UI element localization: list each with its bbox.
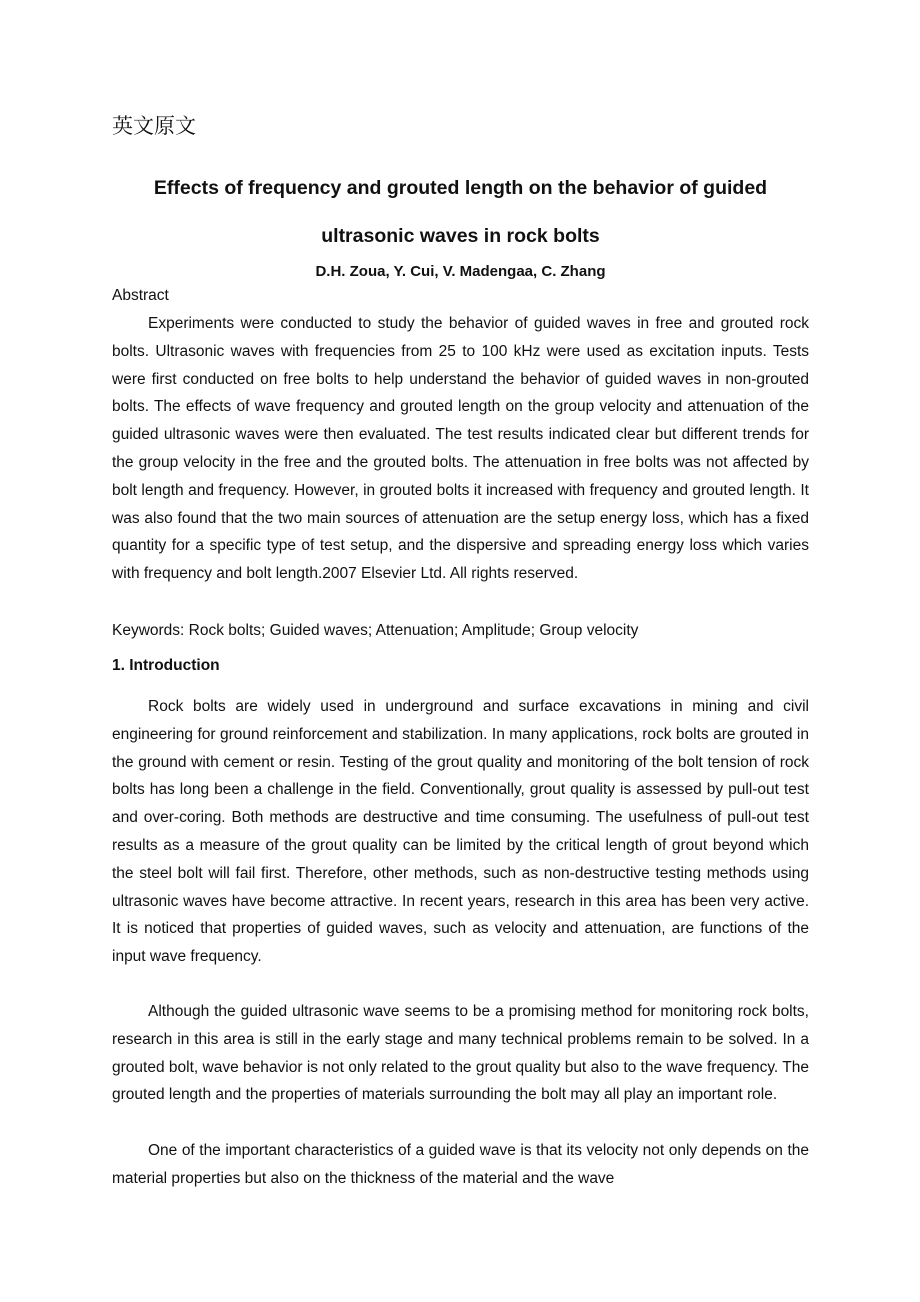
abstract-text: Experiments were conducted to study the behavior of guided waves in free and grouted rock bolts. Ultrasonic waves with frequencies from 25 to 100 kHz were used as excitation inputs. Tests were first conducted on free bolts to help understand the behavior of guided waves in non-grouted bolts. The effects of wave frequency and grouted length on the group velocity and attenuation of the guided ultrasonic waves were then evaluated. The test results indicated clear but different trends for the group velocity in the free and the grouted bolts. The attenuation in free bolts was not affected by bolt length and frequency. However, in grouted bolts it increased with frequency and grouted length. It was also found that the two main sources of attenuation are the setup energy loss, which has a fixed quantity for a specific type of test setup, and the dispersive and spreading energy loss which varies with frequency and bolt length.2007 Elsevier Ltd. All rights reserved. — [112, 315, 809, 583]
chinese-heading: 英文原文 — [112, 114, 196, 138]
paper-title-line-2: ultrasonic waves in rock bolts — [321, 225, 600, 247]
introduction-paragraph-3: One of the important characteristics of a guided wave is that its velocity not only depends on the material properties but also on the thickness of the material and the wave — [112, 1142, 809, 1187]
abstract-label: Abstract — [112, 287, 169, 304]
paper-title-line-1: Effects of frequency and grouted length on the behavior of guided — [153, 177, 768, 199]
keywords-line: Keywords: Rock bolts; Guided waves; Attenuation; Amplitude; Group velocity — [112, 622, 639, 639]
section-heading-introduction: 1. Introduction — [112, 657, 220, 674]
introduction-paragraph-2: Although the guided ultrasonic wave seems to be a promising method for monitoring rock bolts, research in this area is still in the early stage and many technical problems remain to be solved. In a grouted bolt, wave behavior is not only related to the grout quality but also to the wave frequency. The grouted length and the properties of materials surrounding the bolt may all play an important role. — [112, 1003, 809, 1104]
introduction-paragraph-1: Rock bolts are widely used in underground and surface excavations in mining and civil engineering for ground reinforcement and stabilization. In many applications, rock bolts are grouted in the ground with cement or resin. Testing of the grout quality and monitoring of the bolt tension of rock bolts has long been a challenge in the field. Conventionally, grout quality is assessed by pull-out test and over-coring. Both methods are destructive and time consuming. The usefulness of pull-out test results as a measure of the grout quality can be limited by the critical length of grout beyond which the steel bolt will fail first. Therefore, other methods, such as non-destructive testing methods using ultrasonic waves have become attractive. In recent years, research in this area has been very active. It is noticed that properties of guided waves, such as velocity and attenuation, are functions of the input wave frequency. — [112, 698, 809, 966]
author-list: D.H. Zoua, Y. Cui, V. Madengaa, C. Zhang — [315, 263, 606, 280]
